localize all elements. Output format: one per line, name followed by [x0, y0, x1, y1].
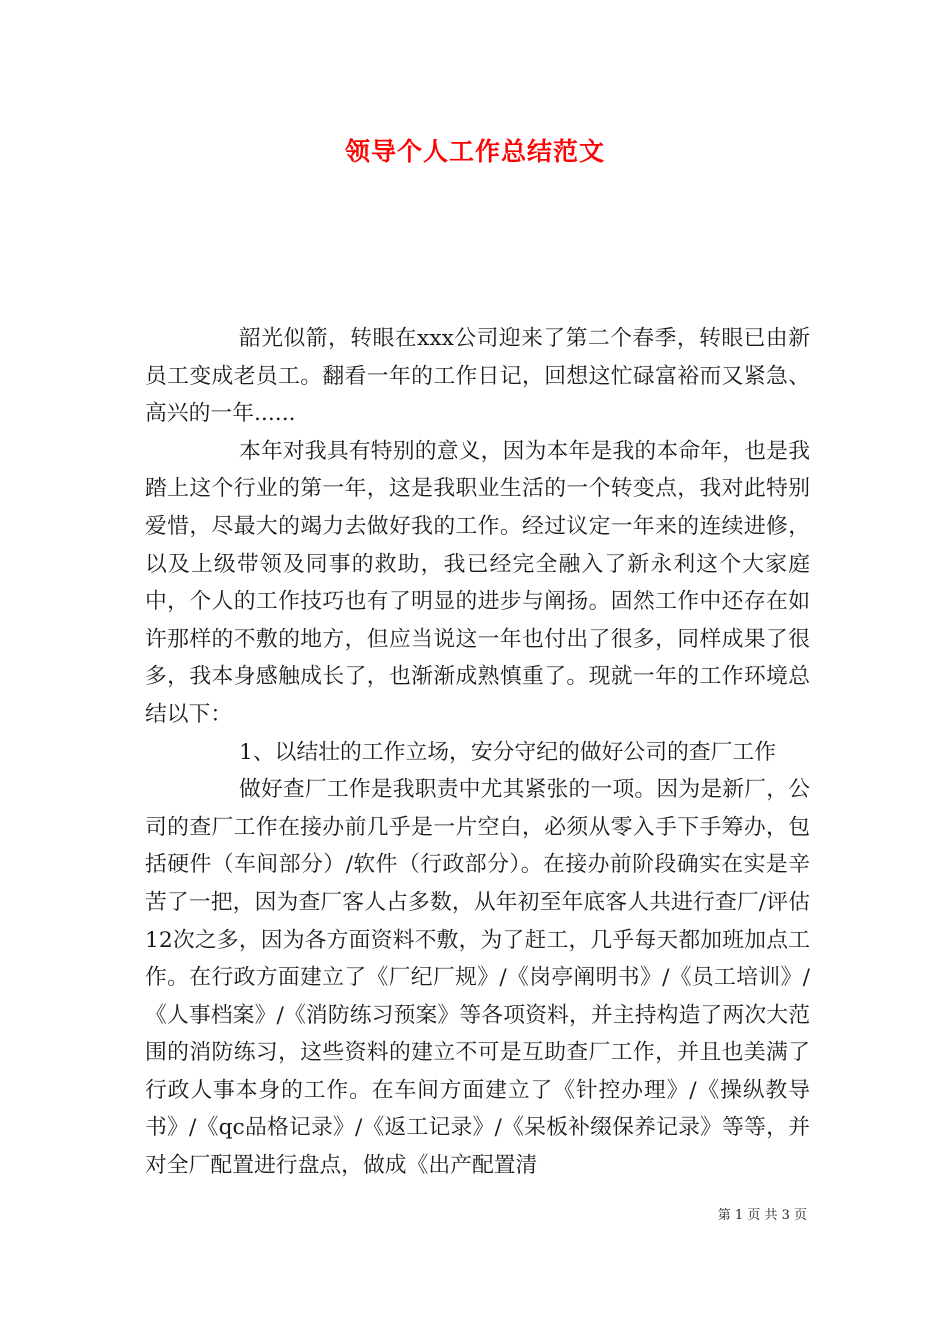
paragraph-significance: 本年对我具有特别的意义，因为本年是我的本命年，也是我踏上这个行业的第一年，这是我职业生活的一个转变点，我对此特别爱惜，尽最大的竭力去做好我的工作。经过议定一年来的连续进修，以及上级带领及同事的救助，我已经完全融入了新永利这个大家庭中，个人的工作技巧也有了明显的进步与阐扬。固然工作中还存在如许那样的不敷的地方，但应当说这一年也付出了很多，同样成果了很多，我本身感触成长了，也渐渐成熟慎重了。现就一年的工作环境总结以下：: [145, 438, 810, 727]
paragraph-factory-inspection: 做好查厂工作是我职责中尤其紧张的一项。因为是新厂，公司的查厂工作在接办前几乎是一片空白，必须从零入手下手筹办，包括硬件（车间部分）/软件（行政部分）。在接办前阶段确实在实是辛苦了一把，因为查厂客人占多数，从年初至年底客人共进行查厂/评估12次之多，因为各方面资料不敷，为了赶工，几乎每天都加班加点工作。在行政方面建立了《厂纪厂规》/《岗亭阐明书》/《员工培训》/《人事档案》/《消防练习预案》等各项资料，并主持构造了两次大范围的消防练习，这些资料的建立不可是互助查厂工作，并且也美满了行政人事本身的工作。在车间方面建立了《针控办理》/《操纵教导书》/《qc品格记录》/《返工记录》/《呆板补缀保养记录》等等，并对全厂配置进行盘点，做成《出产配置清: [145, 777, 810, 1179]
paragraph-intro: 韶光似箭，转眼在xxx公司迎来了第二个春季，转眼已由新员工变成老员工。翻看一年的工作日记，回想这忙碌富裕而又紧急、高兴的一年......: [145, 326, 810, 427]
page-number-footer: 第 1 页 共 3 页: [717, 1208, 807, 1223]
section-heading-factory-inspection: 1、以结壮的工作立场，安分守纪的做好公司的查厂工作: [239, 739, 776, 765]
document-title: 领导个人工作总结范文: [344, 137, 605, 166]
document-body: [145, 320, 810, 1185]
